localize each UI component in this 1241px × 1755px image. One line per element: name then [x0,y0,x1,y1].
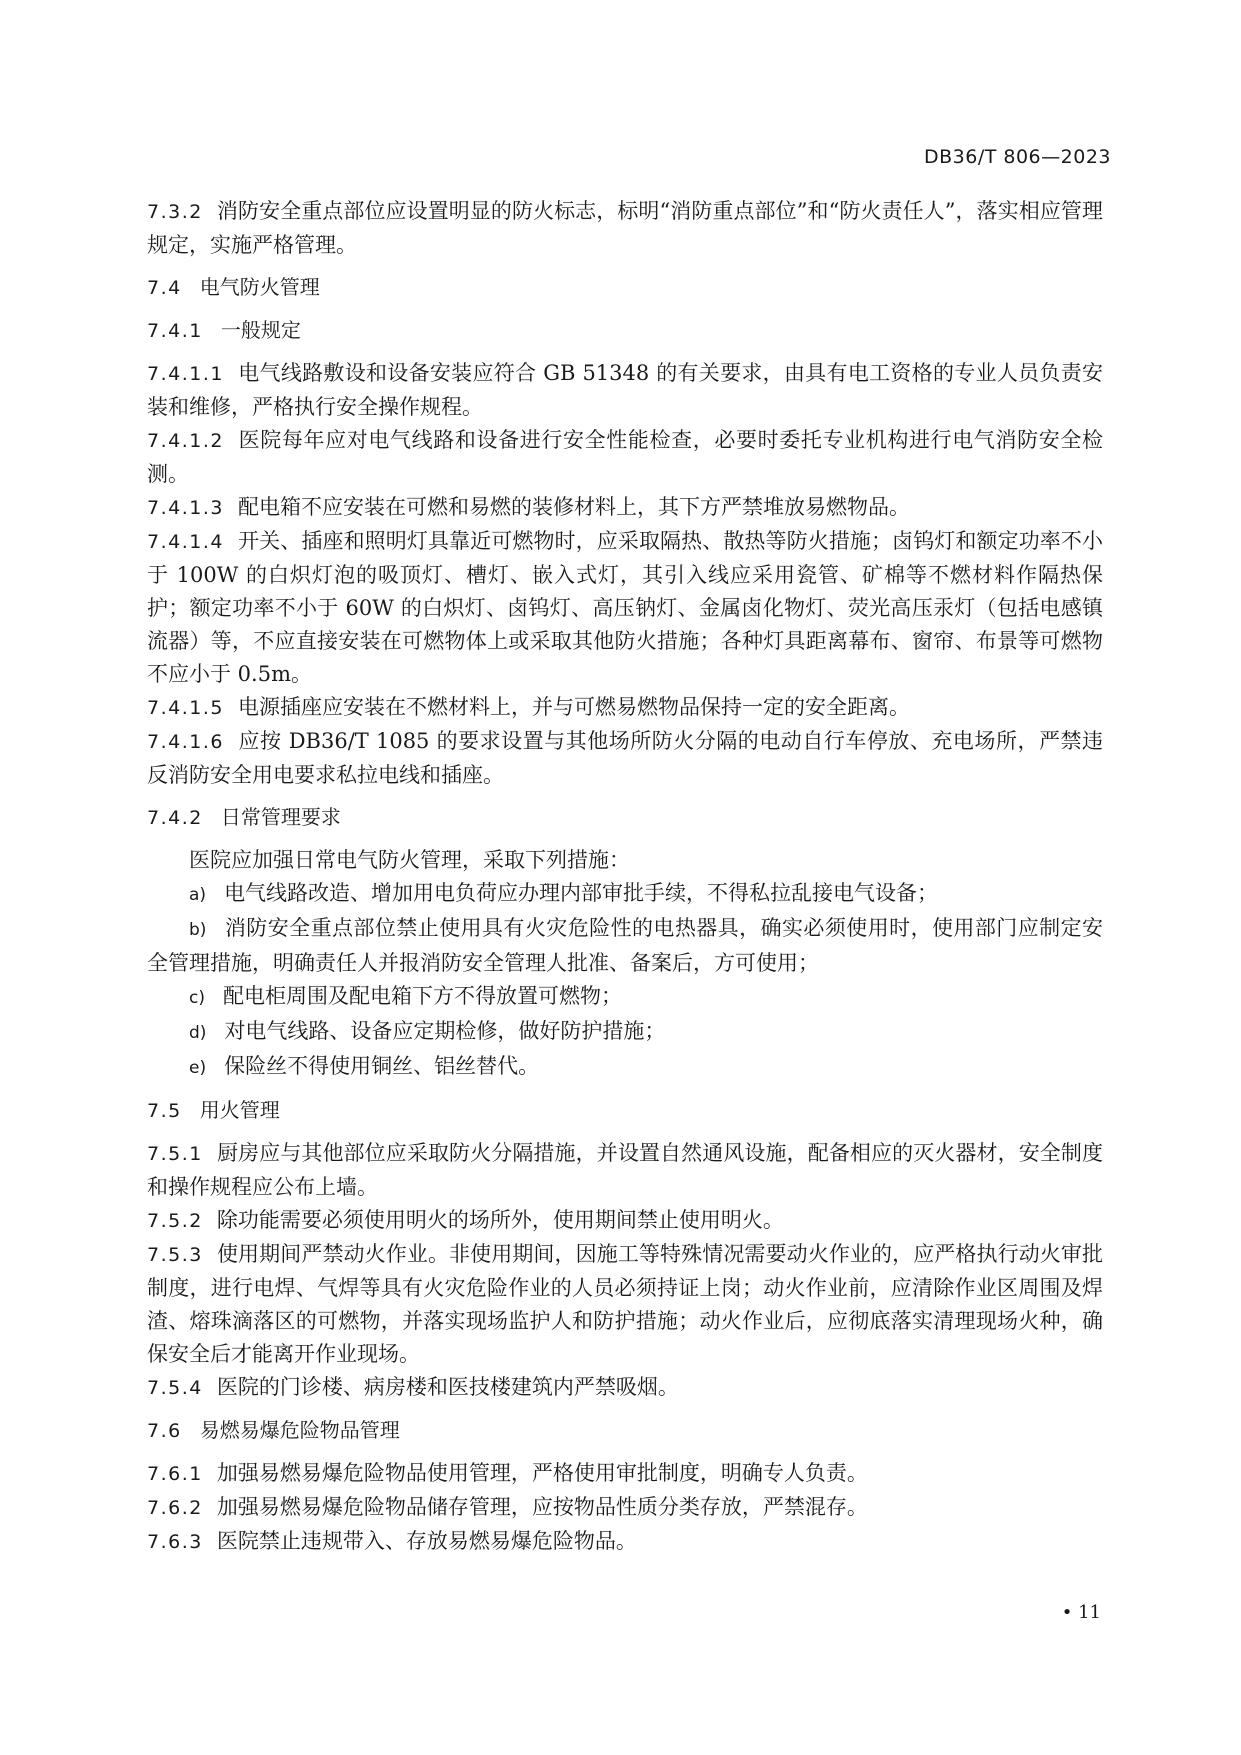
clause-7-5-2: 7.5.2 除功能需要必须使用明火的场所外，使用期间禁止使用明火。 [147,1208,784,1232]
section-heading-7-6: 7.6 易燃易爆危险物品管理 [147,1418,400,1442]
clause-7-4-1-3: 7.4.1.3 配电箱不应安装在可燃和易燃的装修材料上，其下方严禁堆放易燃物品。 [147,495,910,519]
section-heading-7-4-2: 7.4.2 日常管理要求 [147,805,341,829]
list-item-e: e) 保险丝不得使用铜丝、铝丝替代。 [189,1054,540,1078]
page-number: • 11 [1061,1602,1101,1623]
section-heading-7-4: 7.4 电气防火管理 [147,275,320,299]
list-item-c: c) 配电柜周围及配电箱下方不得放置可燃物； [189,984,622,1008]
clause-7-4-1-5: 7.4.1.5 电源插座应安装在不燃材料上，并与可燃易燃物品保持一定的安全距离。 [147,695,910,719]
clause-7-6-3: 7.6.3 医院禁止违规带入、存放易燃易爆危险物品。 [147,1529,637,1553]
section-heading-7-4-1: 7.4.1 一般规定 [147,318,301,342]
clause-7-4-1-2: 7.4.1.2 医院每年应对电气线路和设备进行安全性能检查，必要时委托专业机构进行电气消防安全检测。 [147,428,1103,486]
section-heading-7-5: 7.5 用火管理 [147,1098,280,1122]
list-item-d: d) 对电气线路、设备应定期检修，做好防护措施； [189,1019,666,1043]
clause-7-5-4: 7.5.4 医院的门诊楼、病房楼和医技楼建筑内严禁吸烟。 [147,1375,679,1399]
clause-7-4-1-6: 7.4.1.6 应按 DB36/T 1085 的要求设置与其他场所防火分隔的电动自行车停放、充电场所，严禁违反消防安全用电要求私拉电线和插座。 [147,729,1103,787]
clause-7-6-2: 7.6.2 加强易燃易爆危险物品储存管理，应按物品性质分类存放，严禁混存。 [147,1495,868,1519]
list-item-b: b) 消防安全重点部位禁止使用具有火灾危险性的电热器具，确实必须使用时，使用部门应制定安全管理措施，明确责任人并报消防安全管理人批准、备案后，方可使用； [147,916,1103,975]
clause-7-5-1: 7.5.1 厨房应与其他部位应采取防火分隔措施，并设置自然通风设施，配备相应的灭火器材，安全制度和操作规程应公布上墙。 [147,1141,1103,1199]
clause-7-5-3: 7.5.3 使用期间严禁动火作业。非使用期间，因施工等特殊情况需要动火作业的，应严格执行动火审批制度，进行电焊、气焊等具有火灾危险作业的人员必须持证上岗；动火作业前，应清除作业区周围及焊渣、熔珠滴落区的可燃物，并落实现场监护人和防护措施；动火作业后，应彻底落实清理现场火种，确保安全后才能离开作业现场。 [147,1242,1103,1366]
clause-7-4-1-4: 7.4.1.4 开关、插座和照明灯具靠近可燃物时，应采取隔热、散热等防火措施；卤钨灯和额定功率不小于 100W 的白炽灯泡的吸顶灯、槽灯、嵌入式灯，其引入线应采用瓷管、矿棉等不燃材料作隔热保护；额定功率不小于 60W 的白炽灯、卤钨灯、高压钠灯、金属卤化物灯、荧光高压汞灯（包括电感镇流器）等，不应直接安装在可燃物体上或采取其他防火措施；各种灯具距离幕布、窗帘、布景等可燃物不应小于 0.5m。 [147,529,1103,686]
clause-7-3-2: 7.3.2 消防安全重点部位应设置明显的防火标志，标明“消防重点部位”和“防火责任人”，落实相应管理规定，实施严格管理。 [147,199,1103,257]
clause-7-6-1: 7.6.1 加强易燃易爆危险物品使用管理，严格使用审批制度，明确专人负责。 [147,1461,868,1485]
list-item-a: a) 电气线路改造、增加用电负荷应办理内部审批手续，不得私拉乱接电气设备； [189,881,939,905]
document-id-header: DB36/T 806—2023 [923,146,1111,168]
clause-7-4-1-1: 7.4.1.1 电气线路敷设和设备安装应符合 GB 51348 的有关要求，由具有电工资格的专业人员负责安装和维修，严格执行安全操作规程。 [147,361,1103,419]
document-body [147,195,1103,1559]
list-intro: 医院应加强日常电气防火管理，采取下列措施： [189,848,630,872]
